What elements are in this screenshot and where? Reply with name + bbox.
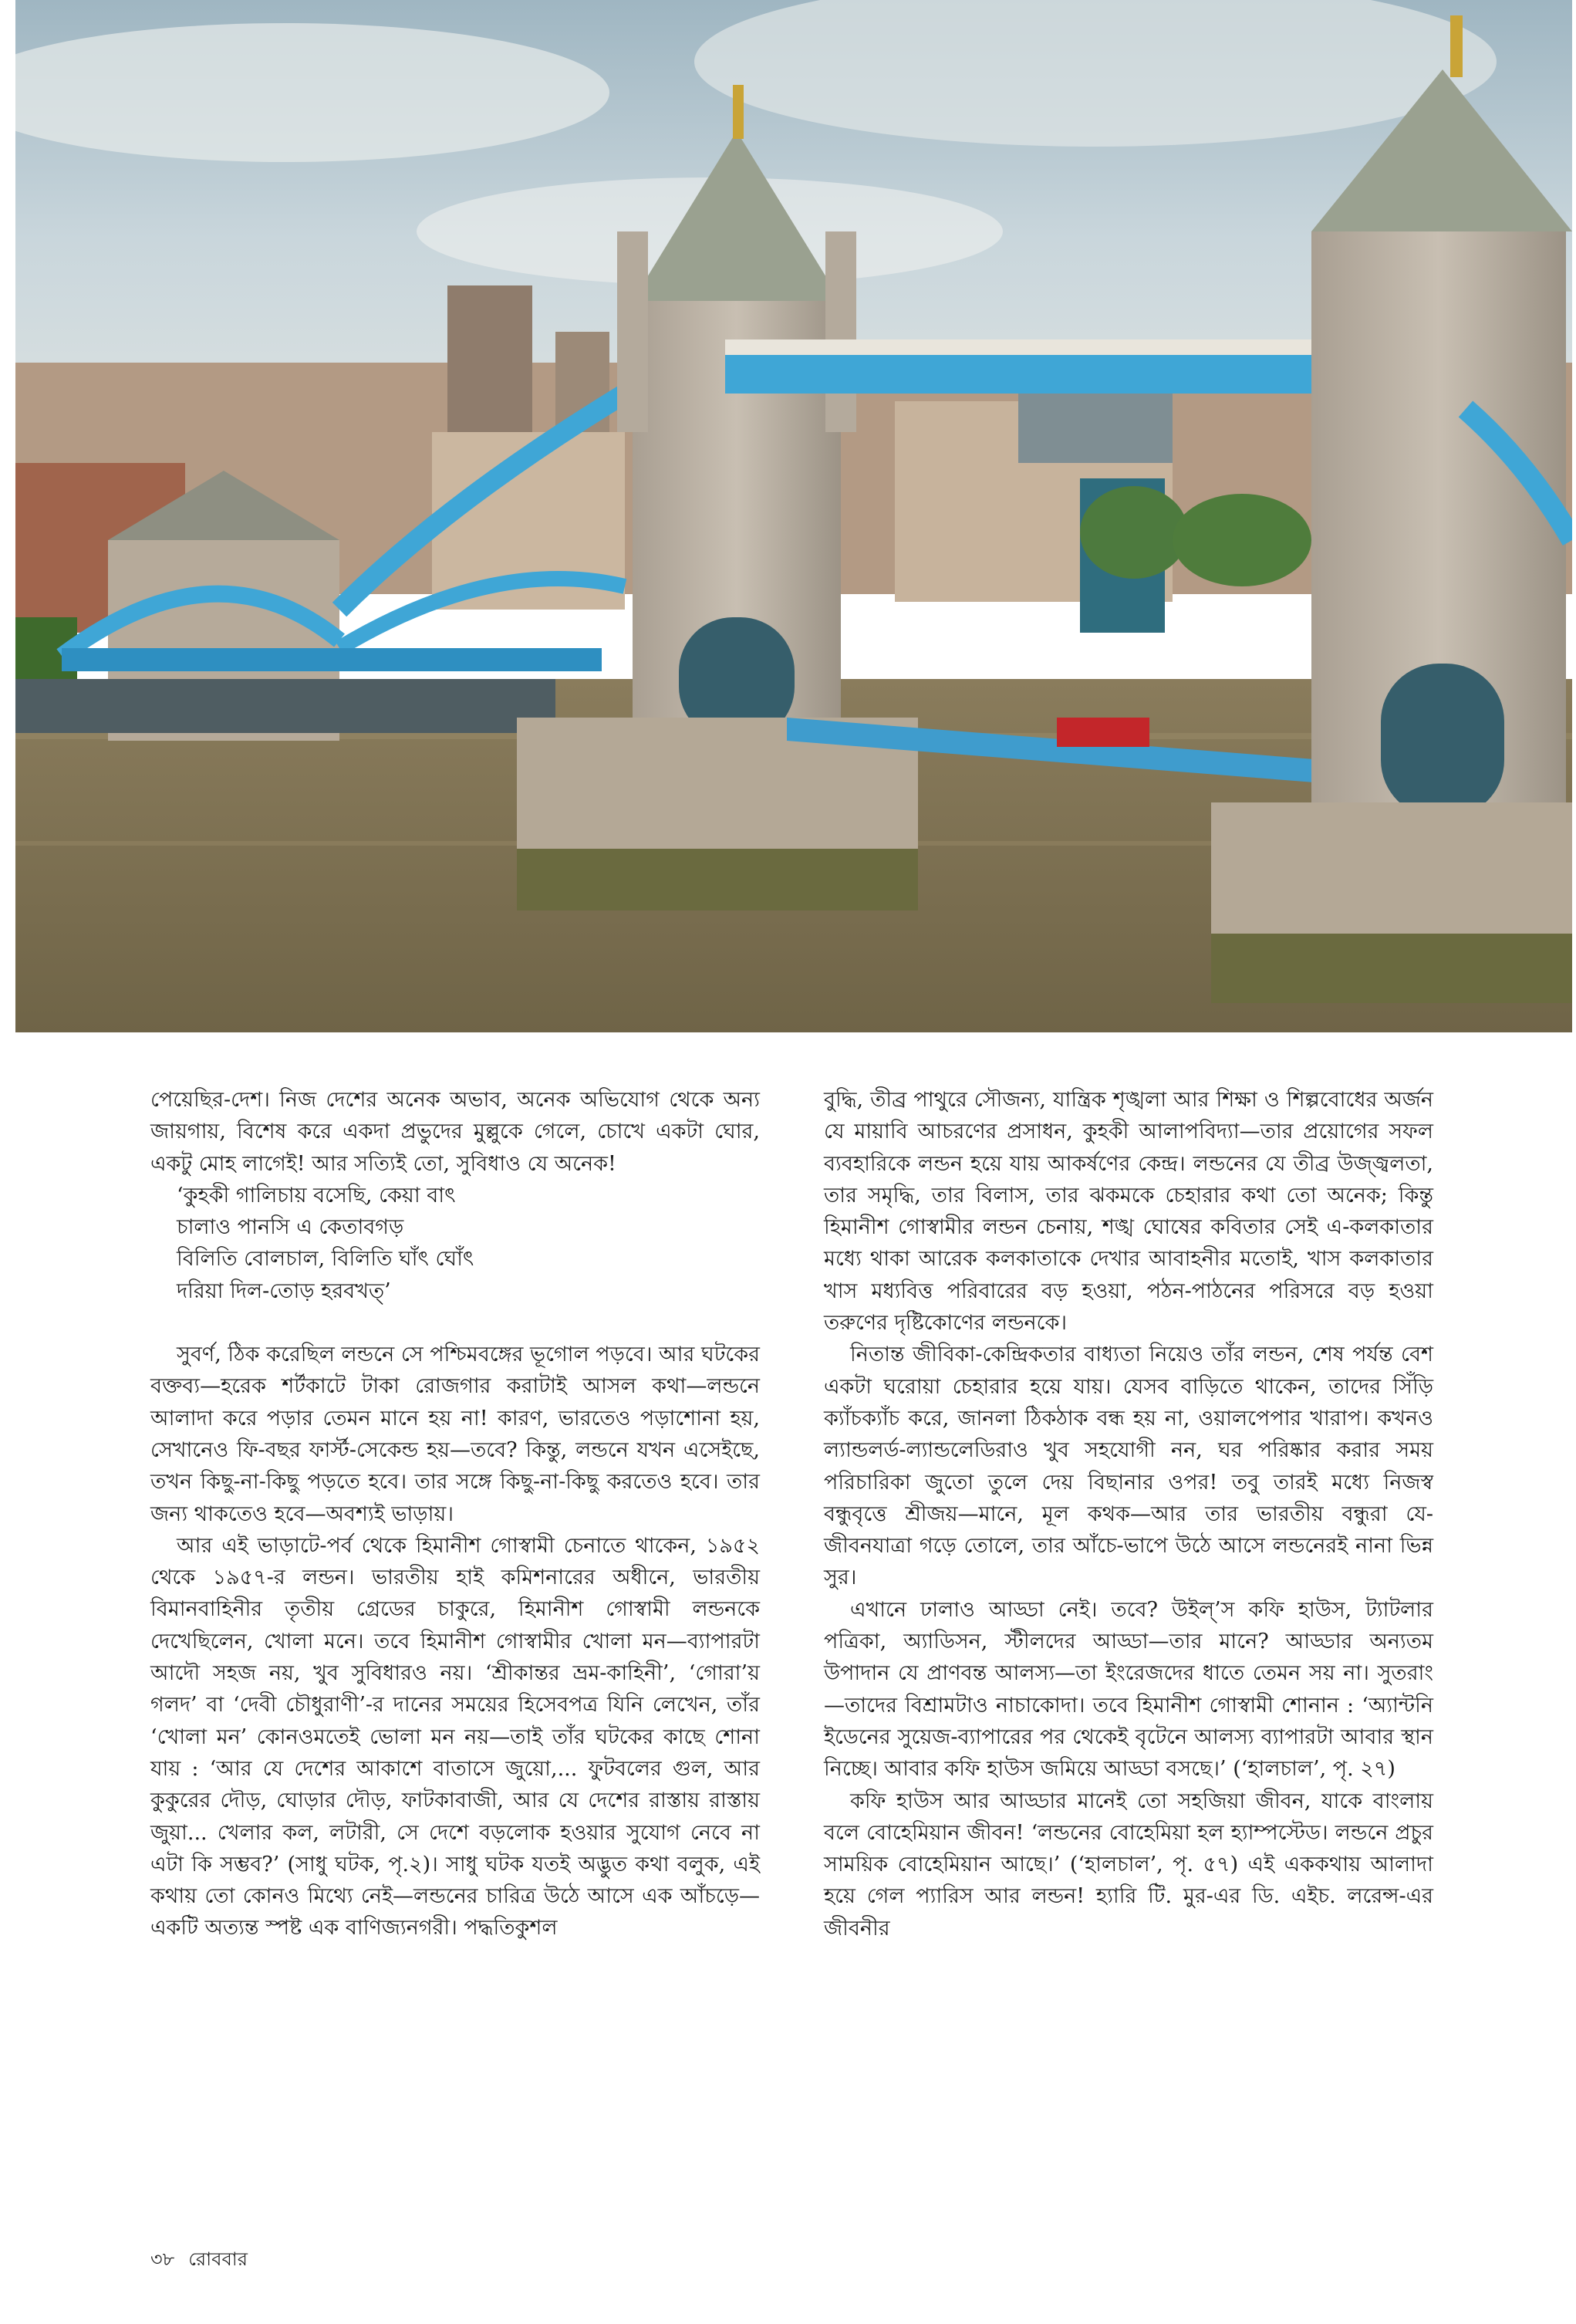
paragraph: নিতান্ত জীবিকা-কেন্দ্রিকতার বাধ্যতা নিয়েও তাঁর লন্ডন, শেষ পর্যন্ত বেশ একটা ঘরোয়া চেহারার হয়ে যায়। যেসব বাড়িতে থাকেন, তাদের সিঁড়ি ক্যাঁচক্যাঁচ করে, জানলা ঠিকঠাক বন্ধ হয় না, ওয়ালপেপার খারাপ। কখনও ল্যান্ডলর্ড-ল্যান্ডলেডিরাও খুব সহযোগী নন, ঘর পরিষ্কার করার সময় পরিচারিকা জুতো তুলে দেয় বিছানার ওপর! তবু তারই মধ্যে নিজস্ব বন্ধুবৃত্তে শ্রীজয়—মানে, মূল কথক—আর তার ভারতীয় বন্ধুরা যে-জীবনযাত্রা গড়ে তোলে, তার আঁচে-ভাপে উঠে আসে লন্ডনেরই নানা ভিন্ন সুর। [824, 1343, 1433, 1590]
paragraph: আর এই ভাড়াটে-পর্ব থেকে হিমানীশ গোস্বামী চেনাতে থাকেন, ১৯৫২ থেকে ১৯৫৭-র লন্ডন। ভারতীয় হাই কমিশনারের অধীনে, ভারতীয় বিমানবাহিনীর তৃতীয় গ্রেডের চাকুরে, হিমানীশ গোস্বামী লন্ডনকে দেখেছিলেন, খোলা মনে। তবে হিমানীশ গোস্বামীর খোলা মন—ব্যাপারটা আদৌ সহজ নয়, খুব সুবিধারও নয়। ‘শ্রীকান্তর ভ্রম-কাহিনী’, ‘গোরা’য় গলদ’ বা ‘দেবী চৌধুরাণী’-র দানের সময়ের হিসেবপত্র যিনি লেখেন, তাঁর ‘খোলা মন’ কোনওমতেই ভোলা মন নয়—তাই তাঁর ঘটকের কাছে শোনা যায় : ‘আর যে দেশের আকাশে বাতাসে জুয়ো,... ফুটবলের গুল, আর কুকুরের দৌড়, ঘোড়ার দৌড়, ফাটকাবাজী, আর যে দেশের রাস্তায় রাস্তায় জুয়া... খেলার কল, লটারী, সে দেশে বড়লোক হওয়ার সুযোগ নেবে না এটা কি সম্ভব?’ (সাধু ঘটক, পৃ.২)। সাধু ঘটক যতই অদ্ভুত কথা বলুক, এই কথায় তো কোনও মিথ্যে নেই—লন্ডনের চারিত্র উঠে আসে এক আঁচড়ে—একটি অত্যন্ত স্পষ্ট এক বাণিজ্যনগরী। পদ্ধতিকুশল [150, 1533, 760, 1941]
tower-bridge-photo [15, 0, 1572, 1032]
paragraph: এখানে ঢালাও আড্ডা নেই। তবে? উইল্’স কফি হাউস, ট্যাটলার পত্রিকা, অ্যাডিসন, স্টীলদের আড্ডা—তার মানে? আড্ডার অন্যতম উপাদান যে প্রাণবন্ত আলস্য—তা ইংরেজদের ধাতে তেমন সয় না। সুতরাং—তাদের বিশ্রামটাও নাচাকোদা। তবে হিমানীশ গোস্বামী শোনান : ‘অ্যান্টনি ইডেনের সুয়েজ-ব্যাপারের পর থেকেই বৃটেনে আলস্য ব্যাপারটা আবার স্থান নিচ্ছে। আবার কফি হাউস জমিয়ে আড্ডা বসছে।’ (‘হালচাল’, পৃ. ২৭) [824, 1597, 1433, 1782]
verse-line: ‘কুহকী গালিচায় বসেছি, কেয়া বাৎ [177, 1183, 456, 1208]
paragraph: কফি হাউস আর আড্ডার মানেই তো সহজিয়া জীবন, যাকে বাংলায় বলে বোহেমিয়ান জীবন! ‘লন্ডনের বোহেমিয়া হল হ্যাম্পস্টেড। লন্ডনে প্রচুর সাময়িক বোহেমিয়ান আছে।’ (‘হালচাল’, পৃ. ৫৭) এই এককথায় আলাদা হয়ে গেল প্যারিস আর লন্ডন! হ্যারি টি. মুর-এর ডি. এইচ. লরেন্স-এর জীবনীর [824, 1789, 1433, 1941]
page-number: ৩৮ [150, 2248, 175, 2270]
photo-illustration [15, 0, 1572, 1032]
verse-line: বিলিতি বোলচাল, বিলিতি ঘাঁৎ ঘোঁৎ [177, 1247, 474, 1272]
page-footer [150, 2245, 262, 2276]
paragraph: পেয়েছির-দেশ। নিজ দেশের অনেক অভাব, অনেক অভিযোগ থেকে অন্য জায়গায়, বিশেষ করে একদা প্রভুদের মুল্লুকে গেলে, চোখে একটা ঘোর, একটু মোহ লাগেই! আর সত্যিই তো, সুবিধাও যে অনেক! [150, 1088, 760, 1176]
verse-line: চালাও পানসি এ কেতাবগড় [177, 1215, 404, 1240]
text-column-left [150, 1084, 760, 1944]
verse-line: দরিয়া দিল-তোড় হরবখত্’ [177, 1279, 391, 1303]
paragraph: বুদ্ধি, তীব্র পাথুরে সৌজন্য, যান্ত্রিক শৃঙ্খলা আর শিক্ষা ও শিল্পবোধের অর্জন যে মায়াবি আচরণের প্রসাধন, কুহকী আলাপবিদ্যা—তার প্রয়োগের সফল ব্যবহারিকে লন্ডন হয়ে যায় আকর্ষণের কেন্দ্র। লন্ডনের যে তীব্র উজ্জ্বলতা, তার সমৃদ্ধি, তার বিলাস, তার ঝকমকে চেহারার কথা তো অনেক; কিন্তু হিমানীশ গোস্বামীর লন্ডন চেনায়, শঙ্খ ঘোষের কবিতার সেই এ-কলকাতার মধ্যে থাকা আরেক কলকাতাকে দেখার আবাহনীর মতোই, খাস কলকাতার খাস মধ্যবিত্ত পরিবারের বড় হওয়া, পঠন-পাঠনের পরিসরে বড় হওয়া তরুণের দৃষ্টিকোণের লন্ডনকে। [824, 1088, 1433, 1336]
magazine-name: রোববার [188, 2248, 248, 2270]
text-column-right [824, 1084, 1433, 1944]
verse-block [177, 1180, 760, 1307]
paragraph: সুবর্ণ, ঠিক করেছিল লন্ডনে সে পশ্চিমবঙ্গের ভূগোল পড়বে। আর ঘটকের বক্তব্য—হরেক শর্টকাটে টাকা রোজগার করাটাই আসল কথা—লন্ডনে আলাদা করে পড়ার তেমন মানে হয় না! কারণ, ভারতেও পড়াশোনা হয়, সেখানেও ফি-বছর ফার্স্ট-সেকেন্ড হয়—তবে? কিন্তু, লন্ডনে যখন এসেইছে, তখন কিছু-না-কিছু পড়তে হবে। তার সঙ্গে কিছু-না-কিছু করতেও হবে। তার জন্য থাকতেও হবে—অবশ্যই ভাড়ায়। [150, 1343, 760, 1526]
